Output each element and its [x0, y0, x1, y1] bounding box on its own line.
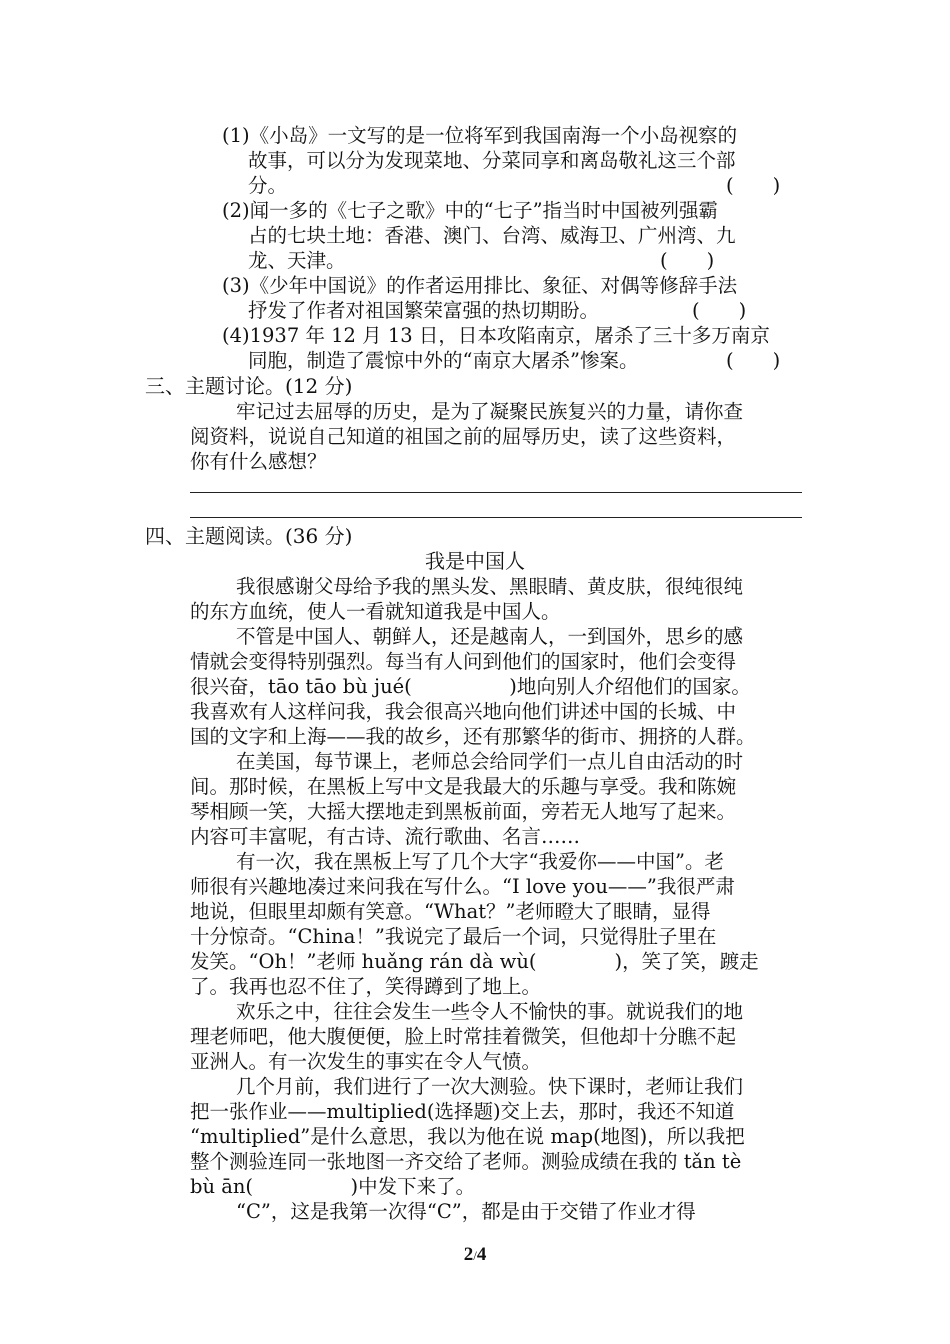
reading-line-25: bù ān( )中发下来了。 [190, 1175, 476, 1198]
answer-line-2 [190, 517, 802, 518]
judgement-item-2-line-1: (2)闻一多的《七子之歌》中的“七子”指当时中国被列强霸 [222, 199, 719, 222]
reading-line-6: 我喜欢有人这样问我，我会很高兴地向他们讲述中国的长城、中 [190, 700, 737, 723]
reading-line-7: 国的文字和上海——我的故乡，还有那繁华的街市、拥挤的人群。 [190, 725, 756, 748]
section-3-prompt-line-3: 你有什么感想？ [190, 450, 327, 473]
reading-line-15: 十分惊奇。“China！”我说完了最后一个词，只觉得肚子里在 [190, 925, 717, 948]
reading-line-2: 的东方血统，使人一看就知道我是中国人。 [190, 600, 561, 623]
reading-line-14: 地说，但眼里却颇有笑意。“What？”老师瞪大了眼睛，显得 [190, 900, 711, 923]
section-3-prompt-line-2: 阅资料，说说自己知道的祖国之前的屈辱历史，读了这些资料， [190, 425, 737, 448]
judgement-item-1-answer-blank: ( ) [726, 174, 781, 197]
reading-line-11: 内容可丰富呢，有古诗、流行歌曲、名言…… [190, 825, 581, 848]
section-4-heading: 四、主题阅读。(36 分) [145, 524, 353, 548]
section-3-heading: 三、主题讨论。(12 分) [145, 374, 353, 398]
reading-line-20: 亚洲人。有一次发生的事实在令人气愤。 [190, 1050, 542, 1073]
judgement-item-4-line-1: (4)1937 年 12 月 13 日，日本攻陷南京，屠杀了三十多万南京 [222, 324, 770, 347]
reading-line-22: 把一张作业——multiplied(选择题)交上去，那时，我还不知道 [190, 1100, 735, 1123]
judgement-item-2-answer-blank: ( ) [660, 249, 715, 272]
page-total: 4 [476, 1244, 487, 1265]
reading-line-17: 了。我再也忍不住了，笑得蹲到了地上。 [190, 975, 542, 998]
reading-line-10: 琴相顾一笑，大摇大摆地走到黑板前面，旁若无人地写了起来。 [190, 800, 737, 823]
page-number [0, 1244, 950, 1267]
page-separator: / [473, 1248, 477, 1263]
judgement-item-3-line-2: 抒发了作者对祖国繁荣富强的热切期盼。 [248, 299, 600, 322]
reading-title: 我是中国人 [425, 549, 525, 573]
reading-line-9: 间。那时候，在黑板上写中文是我最大的乐趣与享受。我和陈婉 [190, 775, 737, 798]
judgement-item-2-line-2: 占的七块土地：香港、澳门、台湾、威海卫、广州湾、九 [248, 224, 736, 247]
reading-line-3: 不管是中国人、朝鲜人，还是越南人，一到国外，思乡的感 [236, 625, 744, 648]
reading-line-19: 理老师吧，他大腹便便，脸上时常挂着微笑，但他却十分瞧不起 [190, 1025, 737, 1048]
section-3-prompt-line-1: 牢记过去屈辱的历史，是为了凝聚民族复兴的力量，请你查 [236, 400, 744, 423]
judgement-item-1-line-3: 分。 [248, 174, 288, 197]
reading-line-26: “C”，这是我第一次得“C”，都是由于交错了作业才得 [236, 1200, 696, 1223]
reading-line-1: 我很感谢父母给予我的黑头发、黑眼睛、黄皮肤，很纯很纯 [236, 575, 744, 598]
reading-line-18: 欢乐之中，往往会发生一些令人不愉快的事。就说我们的地 [236, 1000, 744, 1023]
reading-line-21: 几个月前，我们进行了一次大测验。快下课时，老师让我们 [236, 1075, 744, 1098]
reading-line-23: “multiplied”是什么意思，我以为他在说 map(地图)，所以我把 [190, 1125, 745, 1148]
judgement-item-4-answer-blank: ( ) [726, 349, 781, 372]
judgement-item-3-line-1: (3)《少年中国说》的作者运用排比、象征、对偶等修辞手法 [222, 274, 738, 297]
reading-line-16: 发笑。“Oh！”老师 huǎng rán dà wù( )，笑了笑，踱走 [190, 950, 759, 973]
judgement-item-1-line-1: (1)《小岛》一文写的是一位将军到我国南海一个小岛视察的 [222, 124, 738, 147]
judgement-item-3-answer-blank: ( ) [692, 299, 747, 322]
reading-line-4: 情就会变得特别强烈。每当有人问到他们的国家时，他们会变得 [190, 650, 737, 673]
reading-line-5: 很兴奋，tāo tāo bù jué( )地向别人介绍他们的国家。 [190, 675, 751, 698]
reading-line-24: 整个测验连同一张地图一齐交给了老师。测验成绩在我的 tǎn tè [190, 1150, 742, 1173]
judgement-item-4-line-2: 同胞，制造了震惊中外的“南京大屠杀”惨案。 [248, 349, 639, 372]
judgement-item-2-line-3: 龙、天津。 [248, 249, 346, 272]
answer-line-1 [190, 492, 802, 493]
reading-line-12: 有一次，我在黑板上写了几个大字“我爱你——中国”。老 [236, 850, 724, 873]
page-current: 2 [463, 1244, 474, 1265]
judgement-item-1-line-2: 故事，可以分为发现菜地、分菜同享和离岛敬礼这三个部 [248, 149, 736, 172]
reading-line-13: 师很有兴趣地凑过来问我在写什么。“I love you——”我很严肃 [190, 875, 735, 898]
reading-line-8: 在美国，每节课上，老师总会给同学们一点儿自由活动的时 [236, 750, 744, 773]
